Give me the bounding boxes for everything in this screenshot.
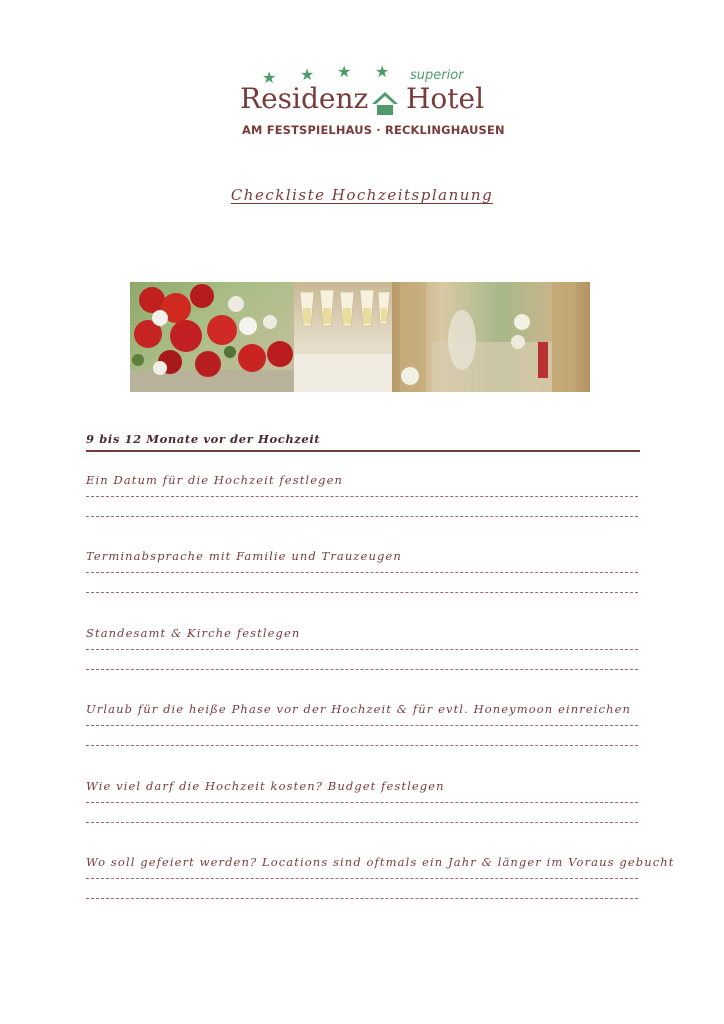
logo-superior: superior: [410, 68, 464, 83]
section-divider: [86, 450, 640, 452]
answer-line[interactable]: [86, 745, 638, 746]
checklist-item: [86, 625, 638, 670]
photo-banner: [130, 282, 590, 392]
checklist-item: [86, 854, 675, 899]
answer-line[interactable]: [86, 802, 638, 803]
checklist-item-label: Terminabsprache mit Familie und Trauzeugen: [86, 549, 402, 563]
checklist-item-label: Wie viel darf die Hochzeit kosten? Budget festlegen: [86, 779, 445, 793]
answer-line[interactable]: [86, 878, 638, 879]
champagne-glasses-image: [294, 282, 392, 392]
checklist-item-label: Urlaub für die heiße Phase vor der Hochzeit & für evtl. Honeymoon einreichen: [86, 702, 631, 716]
checklist-item-label: Standesamt & Kirche festlegen: [86, 626, 301, 640]
checklist-item: [86, 701, 638, 746]
rating-stars: [262, 62, 412, 87]
house-icon: [370, 90, 400, 116]
answer-line[interactable]: [86, 725, 638, 726]
logo-brand-hotel: Hotel: [406, 82, 485, 115]
star-icon: ★: [337, 62, 352, 81]
answer-line[interactable]: [86, 572, 638, 573]
answer-line[interactable]: [86, 516, 638, 517]
checklist-item: [86, 778, 638, 823]
answer-line[interactable]: [86, 649, 638, 650]
checklist-item-label: Wo soll gefeiert werden? Locations sind oftmals ein Jahr & länger im Voraus gebucht: [86, 855, 675, 869]
logo-brand-residenz: Residenz: [240, 82, 369, 115]
answer-line[interactable]: [86, 669, 638, 670]
star-icon: ★: [300, 65, 315, 84]
roses-bouquet-image: [130, 282, 294, 392]
star-icon: ★: [262, 68, 277, 87]
checklist-item: [86, 472, 638, 517]
logo-tagline: AM FESTSPIELHAUS · RECKLINGHAUSEN: [242, 123, 505, 137]
checklist-item-label: Ein Datum für die Hochzeit festlegen: [86, 473, 343, 487]
star-icon: ★: [375, 62, 390, 81]
checklist-item: [86, 548, 638, 593]
answer-line[interactable]: [86, 822, 638, 823]
hotel-logo: [240, 60, 505, 140]
garden-table-decoration-image: [392, 282, 590, 392]
answer-line[interactable]: [86, 898, 638, 899]
document-title: Checkliste Hochzeitsplanung: [230, 186, 494, 204]
answer-line[interactable]: [86, 592, 638, 593]
answer-line[interactable]: [86, 496, 638, 497]
section-heading: 9 bis 12 Monate vor der Hochzeit: [86, 432, 321, 446]
